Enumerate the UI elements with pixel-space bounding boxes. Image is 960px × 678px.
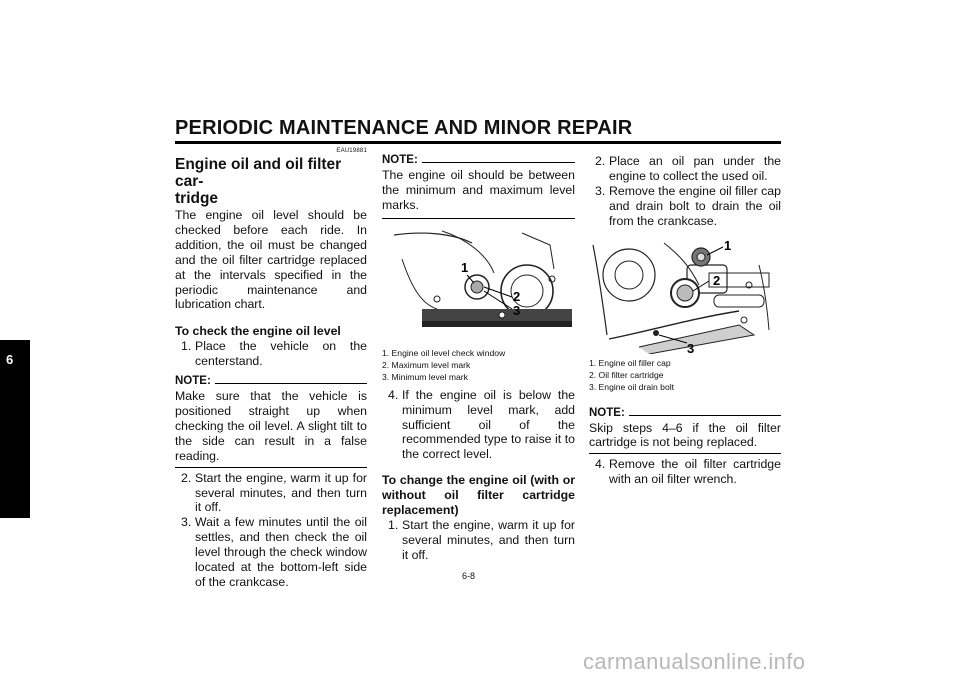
section-title-line2: tridge (175, 190, 219, 207)
step-number: 1. (181, 339, 192, 354)
note-line (422, 162, 575, 163)
step-text: Remove the engine oil filler cap and drain bolt to drain the oil from the crankcase. (609, 183, 781, 228)
column-3 (589, 154, 781, 487)
caption-item: 1. Engine oil filler cap (589, 357, 671, 368)
figure-label-3: 3 (687, 340, 695, 354)
step-4 (589, 457, 781, 487)
column-2 (382, 154, 575, 563)
subheading-change-oil: To change the engine oil (with or without oil filter cartridge replacement) (382, 473, 575, 518)
figure-label-1: 1 (461, 259, 469, 275)
page-number: 6-8 (462, 571, 476, 581)
step-text: If the engine oil is below the minimum level mark, add sufficient oil of the recommended type to raise it to the correct level. (402, 387, 575, 462)
chapter-tab (0, 340, 30, 518)
header-rule (175, 141, 781, 144)
step-number: 2. (181, 470, 192, 485)
intro-paragraph: The engine oil level should be checked before each ride. In addition, the oil must be changed and the oil filter cartridge replaced at the intervals specified in the periodic maintenance and lubrication chart. (175, 208, 367, 312)
note-label: NOTE: (382, 154, 418, 166)
note-header (382, 154, 575, 166)
step-number: 3. (595, 183, 606, 198)
step-1 (175, 339, 367, 369)
step-text: Start the engine, warm it up for several minutes, and then turn it off. (195, 470, 367, 515)
note-end-rule (175, 467, 367, 468)
section-title-line1: Engine oil and oil filter car- (175, 156, 342, 190)
step-number: 2. (595, 154, 606, 168)
step-text: Start the engine, warm it up for several minutes, and then turn it off. (402, 517, 575, 562)
figure-captions (589, 357, 781, 393)
section-title (175, 156, 367, 207)
page-header-title: PERIODIC MAINTENANCE AND MINOR REPAIR (175, 117, 633, 139)
note-label: NOTE: (589, 406, 625, 419)
step-4 (382, 388, 575, 463)
caption-item: 1. Engine oil level check window (382, 347, 506, 358)
step-2 (175, 471, 367, 516)
caption-item: 3. Minimum level mark (382, 371, 468, 382)
step-text: Remove the oil filter cartridge with an oil filter wrench. (609, 457, 781, 487)
note-end-rule (382, 218, 575, 219)
note-text: The engine oil should be between the minimum and maximum level marks. (382, 168, 575, 212)
step-1 (382, 518, 575, 563)
caption-item: 2. Oil filter cartridge (589, 369, 664, 380)
step-2 (589, 154, 781, 184)
figure-label-2: 2 (713, 272, 721, 288)
section-code: EAU19881 (336, 148, 367, 154)
step-number: 4. (595, 457, 606, 472)
figure-label-1: 1 (724, 237, 732, 253)
note-header (175, 375, 367, 387)
oil-drain-figure (589, 235, 781, 354)
step-text: Place the vehicle on the centerstand. (195, 339, 367, 369)
note-header (589, 407, 781, 419)
chapter-number: 6 (6, 352, 14, 367)
step-text: Place an oil pan under the engine to collect the used oil. (609, 154, 781, 183)
figure-label-2: 2 (513, 288, 521, 304)
step-3 (589, 184, 781, 229)
step-number: 3. (181, 515, 192, 530)
step-text: Wait a few minutes until the oil settles, and then check the oil level through the check window located at the bottom-left side of the crankcase. (195, 515, 367, 589)
step-number: 4. (388, 387, 399, 402)
watermark: carmanualsonline.info (583, 649, 806, 674)
caption-item: 3. Engine oil drain bolt (589, 381, 675, 392)
step-3 (175, 515, 367, 590)
column-1 (175, 148, 367, 590)
figure-label-3: 3 (513, 302, 521, 318)
oil-level-window-figure (382, 229, 575, 335)
figure-captions (382, 347, 575, 383)
note-line (215, 383, 367, 384)
note-text: Skip steps 4–6 if the oil filter cartridge is not being replaced. (589, 420, 781, 450)
step-number: 1. (388, 517, 399, 532)
note-text: Make sure that the vehicle is positioned straight up when checking the oil level. A slight tilt to the side can result in a false reading. (175, 389, 367, 463)
subheading-check-level: To check the engine oil level (175, 324, 341, 339)
note-label: NOTE: (175, 375, 211, 388)
note-end-rule (589, 453, 781, 454)
note-line (629, 415, 781, 416)
caption-item: 2. Maximum level mark (382, 359, 471, 370)
